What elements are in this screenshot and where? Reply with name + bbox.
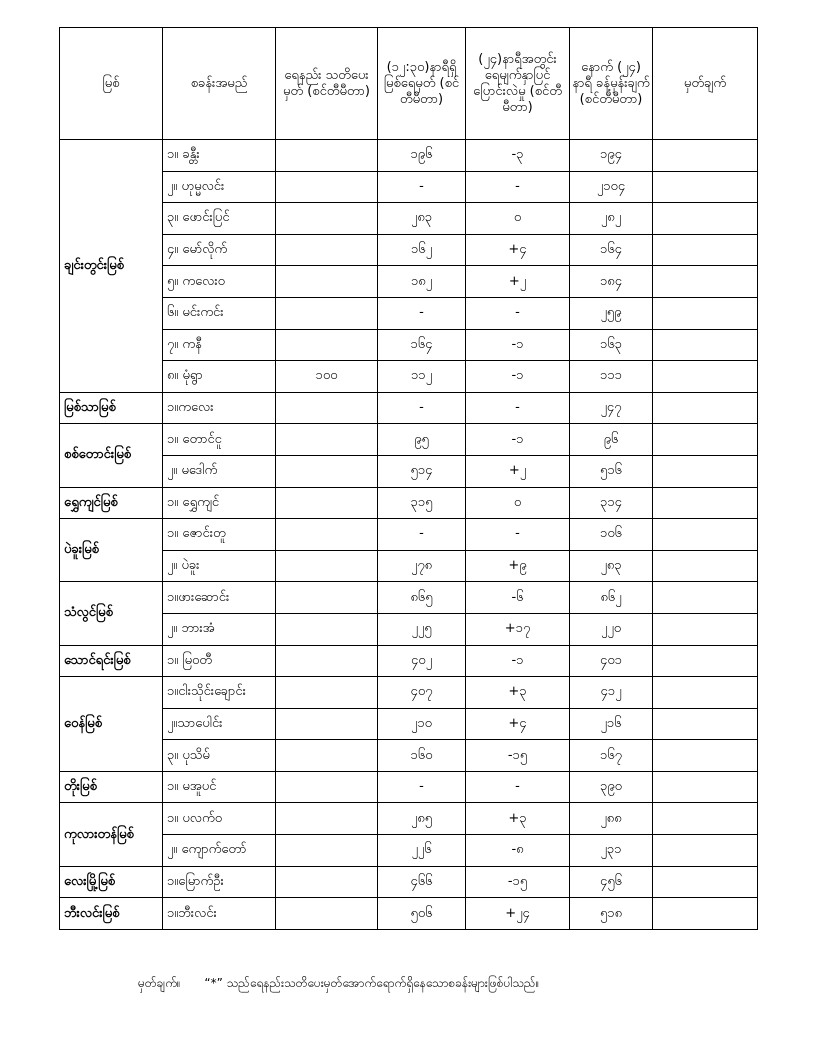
table-row: [60, 329, 758, 361]
forecast-level: ၁၆၃: [570, 329, 653, 361]
level-change: -၁: [466, 329, 570, 361]
remark: [653, 487, 758, 519]
remark: [653, 140, 758, 172]
warning-level: [276, 803, 378, 835]
forecast-level: ၂၅၉: [570, 297, 653, 329]
water-level: -: [378, 519, 466, 551]
table-row: [60, 550, 758, 582]
remark: [653, 613, 758, 645]
water-level: -: [378, 297, 466, 329]
water-level: ၉၅: [378, 424, 466, 456]
station-name: ၂။ ဟုမ္မလင်း: [163, 171, 276, 203]
table-row: [60, 866, 758, 898]
warning-level: [276, 424, 378, 456]
level-change: -: [466, 519, 570, 551]
table-row: [60, 203, 758, 235]
header-remarks: မှတ်ချက်: [653, 28, 758, 140]
water-level: ၁၉၆: [378, 140, 466, 172]
river-name: သောင်ရင်းမြစ်: [60, 645, 163, 677]
station-name: ၂။သာပေါင်း: [163, 708, 276, 740]
header-station: စခန်းအမည်: [163, 28, 276, 140]
forecast-level: ၂၃၁: [570, 835, 653, 867]
warning-level: [276, 898, 378, 930]
water-level: ၁၆၄: [378, 329, 466, 361]
warning-level: [276, 234, 378, 266]
level-change: +၁၇: [466, 613, 570, 645]
station-name: ၂။ ပဲခူး: [163, 550, 276, 582]
remark: [653, 771, 758, 803]
station-name: ၁။ တောင်ငူ: [163, 424, 276, 456]
water-level: ၂၂၆: [378, 835, 466, 867]
level-change: -၆: [466, 582, 570, 614]
station-name: ၁။မြောက်ဦး: [163, 866, 276, 898]
table-row: [60, 392, 758, 424]
remark: [653, 203, 758, 235]
table-body: [60, 140, 758, 930]
table-row: [60, 613, 758, 645]
remark: [653, 582, 758, 614]
warning-level: ၁၀၀: [276, 361, 378, 393]
table-row: [60, 740, 758, 772]
water-level: ၄၆၆: [378, 866, 466, 898]
level-change: -: [466, 392, 570, 424]
station-name: ၂။ မဒေါက်: [163, 455, 276, 487]
table-row: [60, 803, 758, 835]
water-level: ၄၀၇: [378, 677, 466, 709]
forecast-level: ၈၆၂: [570, 582, 653, 614]
forecast-level: ၁၈၄: [570, 266, 653, 298]
table-row: [60, 835, 758, 867]
forecast-level: ၉၆: [570, 424, 653, 456]
water-level: ၂၇၈: [378, 550, 466, 582]
level-change: -: [466, 297, 570, 329]
station-name: ၁။ မအူပင်: [163, 771, 276, 803]
station-name: ၃။ ဖောင်းပြင်: [163, 203, 276, 235]
table-row: [60, 361, 758, 393]
river-name: လေးမြို့မြစ်: [60, 866, 163, 898]
footnote: [138, 975, 559, 993]
warning-level: [276, 582, 378, 614]
warning-level: [276, 171, 378, 203]
water-level: -: [378, 392, 466, 424]
warning-level: [276, 140, 378, 172]
water-level: ၅၁၄: [378, 455, 466, 487]
level-change: -၁: [466, 645, 570, 677]
header-24h-change: (၂၄)နာရီအတွင်း ရေမျက်နှာပြင် ပြောင်းလဲမှု (စင်တီမီတာ): [466, 28, 570, 140]
table-row: [60, 171, 758, 203]
station-name: ၂။ ကျောက်တော်: [163, 835, 276, 867]
warning-level: [276, 708, 378, 740]
water-level: ၅၀၆: [378, 898, 466, 930]
remark: [653, 645, 758, 677]
river-name: မြစ်သာမြစ်: [60, 392, 163, 424]
warning-level: [276, 455, 378, 487]
station-name: ၁။ ပလက်ဝ: [163, 803, 276, 835]
forecast-level: ၄၅၆: [570, 866, 653, 898]
water-level: ၂၈၃: [378, 203, 466, 235]
remark: [653, 803, 758, 835]
forecast-level: ၂၈၈: [570, 803, 653, 835]
footnote-label: မှတ်ချက်။: [138, 976, 181, 990]
forecast-level: ၄၁၂: [570, 677, 653, 709]
forecast-level: ၄၀၁: [570, 645, 653, 677]
remark: [653, 266, 758, 298]
warning-level: [276, 203, 378, 235]
station-name: ၃။ ပုသိမ်: [163, 740, 276, 772]
forecast-level: ၁၆၇: [570, 740, 653, 772]
forecast-level: ၃၁၄: [570, 487, 653, 519]
river-level-table: [59, 27, 758, 930]
level-change: -၁၅: [466, 866, 570, 898]
level-change: ၀: [466, 203, 570, 235]
river-name: ချင်းတွင်းမြစ်: [60, 140, 163, 393]
header-river: မြစ်: [60, 28, 163, 140]
table-row: [60, 708, 758, 740]
table-row: [60, 297, 758, 329]
table-row: [60, 677, 758, 709]
level-change: ၀: [466, 487, 570, 519]
level-change: -၁၅: [466, 740, 570, 772]
forecast-level: ၁၆၄: [570, 234, 653, 266]
table-row: [60, 487, 758, 519]
river-name: ကုလားတန်မြစ်: [60, 803, 163, 866]
water-level: ၂၂၅: [378, 613, 466, 645]
level-change: +၃: [466, 677, 570, 709]
remark: [653, 329, 758, 361]
station-name: ၈။ မုံရွာ: [163, 361, 276, 393]
river-name: တိုးမြစ်: [60, 771, 163, 803]
forecast-level: ၁၁၁: [570, 361, 653, 393]
warning-level: [276, 613, 378, 645]
station-name: ၅။ ကလေးဝ: [163, 266, 276, 298]
forecast-level: ၂၈၃: [570, 550, 653, 582]
table-row: [60, 234, 758, 266]
forecast-level: ၁၉၄: [570, 140, 653, 172]
forecast-level: ၁၀၆: [570, 519, 653, 551]
warning-level: [276, 519, 378, 551]
level-change: -၁: [466, 361, 570, 393]
station-name: ၁။ မြဝတီ: [163, 645, 276, 677]
forecast-level: ၂၁၀၄: [570, 171, 653, 203]
remark: [653, 171, 758, 203]
table-row: [60, 519, 758, 551]
level-change: -: [466, 771, 570, 803]
river-name: ပဲခူးမြစ်: [60, 519, 163, 582]
water-level: ၁၆၂: [378, 234, 466, 266]
warning-level: [276, 866, 378, 898]
river-name: ရွှေကျင်မြစ်: [60, 487, 163, 519]
forecast-level: ၂၁၆: [570, 708, 653, 740]
water-level: ၂၁၀: [378, 708, 466, 740]
water-level: ၂၈၅: [378, 803, 466, 835]
water-level: ၁၈၂: [378, 266, 466, 298]
river-name: စစ်တောင်းမြစ်: [60, 424, 163, 487]
warning-level: [276, 740, 378, 772]
station-name: ၁။ ရွှေကျင်: [163, 487, 276, 519]
table-row: [60, 455, 758, 487]
remark: [653, 361, 758, 393]
remark: [653, 708, 758, 740]
level-change: -၁: [466, 424, 570, 456]
water-level: ၄၀၂: [378, 645, 466, 677]
station-name: ၁။ဖားဆောင်း: [163, 582, 276, 614]
table-row: [60, 266, 758, 298]
water-level: -: [378, 171, 466, 203]
table-row: [60, 898, 758, 930]
warning-level: [276, 329, 378, 361]
forecast-level: ၅၁၆: [570, 455, 653, 487]
river-name: ဝေန်မြစ်: [60, 677, 163, 772]
level-change: +၉: [466, 550, 570, 582]
forecast-level: ၂၂၀: [570, 613, 653, 645]
warning-level: [276, 645, 378, 677]
header-24h-forecast: နောက် (၂၄) နာရီ ခန့်မှန်းချက် (စင်တီမီတာ): [570, 28, 653, 140]
table-header-row: [60, 28, 758, 140]
station-name: ၁။ကလေး: [163, 392, 276, 424]
level-change: +၂: [466, 455, 570, 487]
river-name: သံလွင်မြစ်: [60, 582, 163, 645]
warning-level: [276, 487, 378, 519]
remark: [653, 898, 758, 930]
station-name: ၆။ မင်းကင်း: [163, 297, 276, 329]
warning-level: [276, 771, 378, 803]
station-name: ၂။ ဘားအံ: [163, 613, 276, 645]
table-row: [60, 140, 758, 172]
level-change: -: [466, 171, 570, 203]
water-level: ၁၆၀: [378, 740, 466, 772]
warning-level: [276, 297, 378, 329]
remark: [653, 835, 758, 867]
level-change: +၄: [466, 708, 570, 740]
remark: [653, 297, 758, 329]
water-level: ၁၁၂: [378, 361, 466, 393]
warning-level: [276, 392, 378, 424]
table-row: [60, 582, 758, 614]
remark: [653, 740, 758, 772]
water-level: ၃၁၅: [378, 487, 466, 519]
level-change: +၄: [466, 234, 570, 266]
level-change: -၈: [466, 835, 570, 867]
remark: [653, 424, 758, 456]
station-name: ၁။ ဇောင်းတူ: [163, 519, 276, 551]
warning-level: [276, 677, 378, 709]
remark: [653, 550, 758, 582]
table-row: [60, 645, 758, 677]
forecast-level: ၂၄၇: [570, 392, 653, 424]
remark: [653, 866, 758, 898]
station-name: ၁။ ခန္တီး: [163, 140, 276, 172]
table-row: [60, 424, 758, 456]
forecast-level: ၅၁၈: [570, 898, 653, 930]
remark: [653, 677, 758, 709]
station-name: ၁။ဘီးလင်း: [163, 898, 276, 930]
level-change: +၂၄: [466, 898, 570, 930]
river-name: ဘီးလင်းမြစ်: [60, 898, 163, 930]
header-water-level: (၁၂:၃၀)နာရီရှိ မြစ်ရေမှတ် (စင်တီမီတာ): [378, 28, 466, 140]
remark: [653, 519, 758, 551]
level-change: +၂: [466, 266, 570, 298]
forecast-level: ၃၉၀: [570, 771, 653, 803]
remark: [653, 234, 758, 266]
warning-level: [276, 266, 378, 298]
water-level: -: [378, 771, 466, 803]
remark: [653, 392, 758, 424]
header-warning-level: ရေနည်း သတိပေးမှတ် (စင်တီမီတာ): [276, 28, 378, 140]
station-name: ၁။ငါးသိုင်းချောင်း: [163, 677, 276, 709]
table-row: [60, 771, 758, 803]
forecast-level: ၂၈၂: [570, 203, 653, 235]
level-change: +၃: [466, 803, 570, 835]
footnote-text: “*” သည်ရေနည်းသတိပေးမှတ်အောက်ရောက်ရှိနေသောစခန်းများဖြစ်ပါသည်။: [204, 976, 540, 990]
remark: [653, 455, 758, 487]
station-name: ၇။ ကနီ: [163, 329, 276, 361]
warning-level: [276, 835, 378, 867]
level-change: -၃: [466, 140, 570, 172]
warning-level: [276, 550, 378, 582]
station-name: ၄။ မော်လိုက်: [163, 234, 276, 266]
water-level: ၈၆၅: [378, 582, 466, 614]
